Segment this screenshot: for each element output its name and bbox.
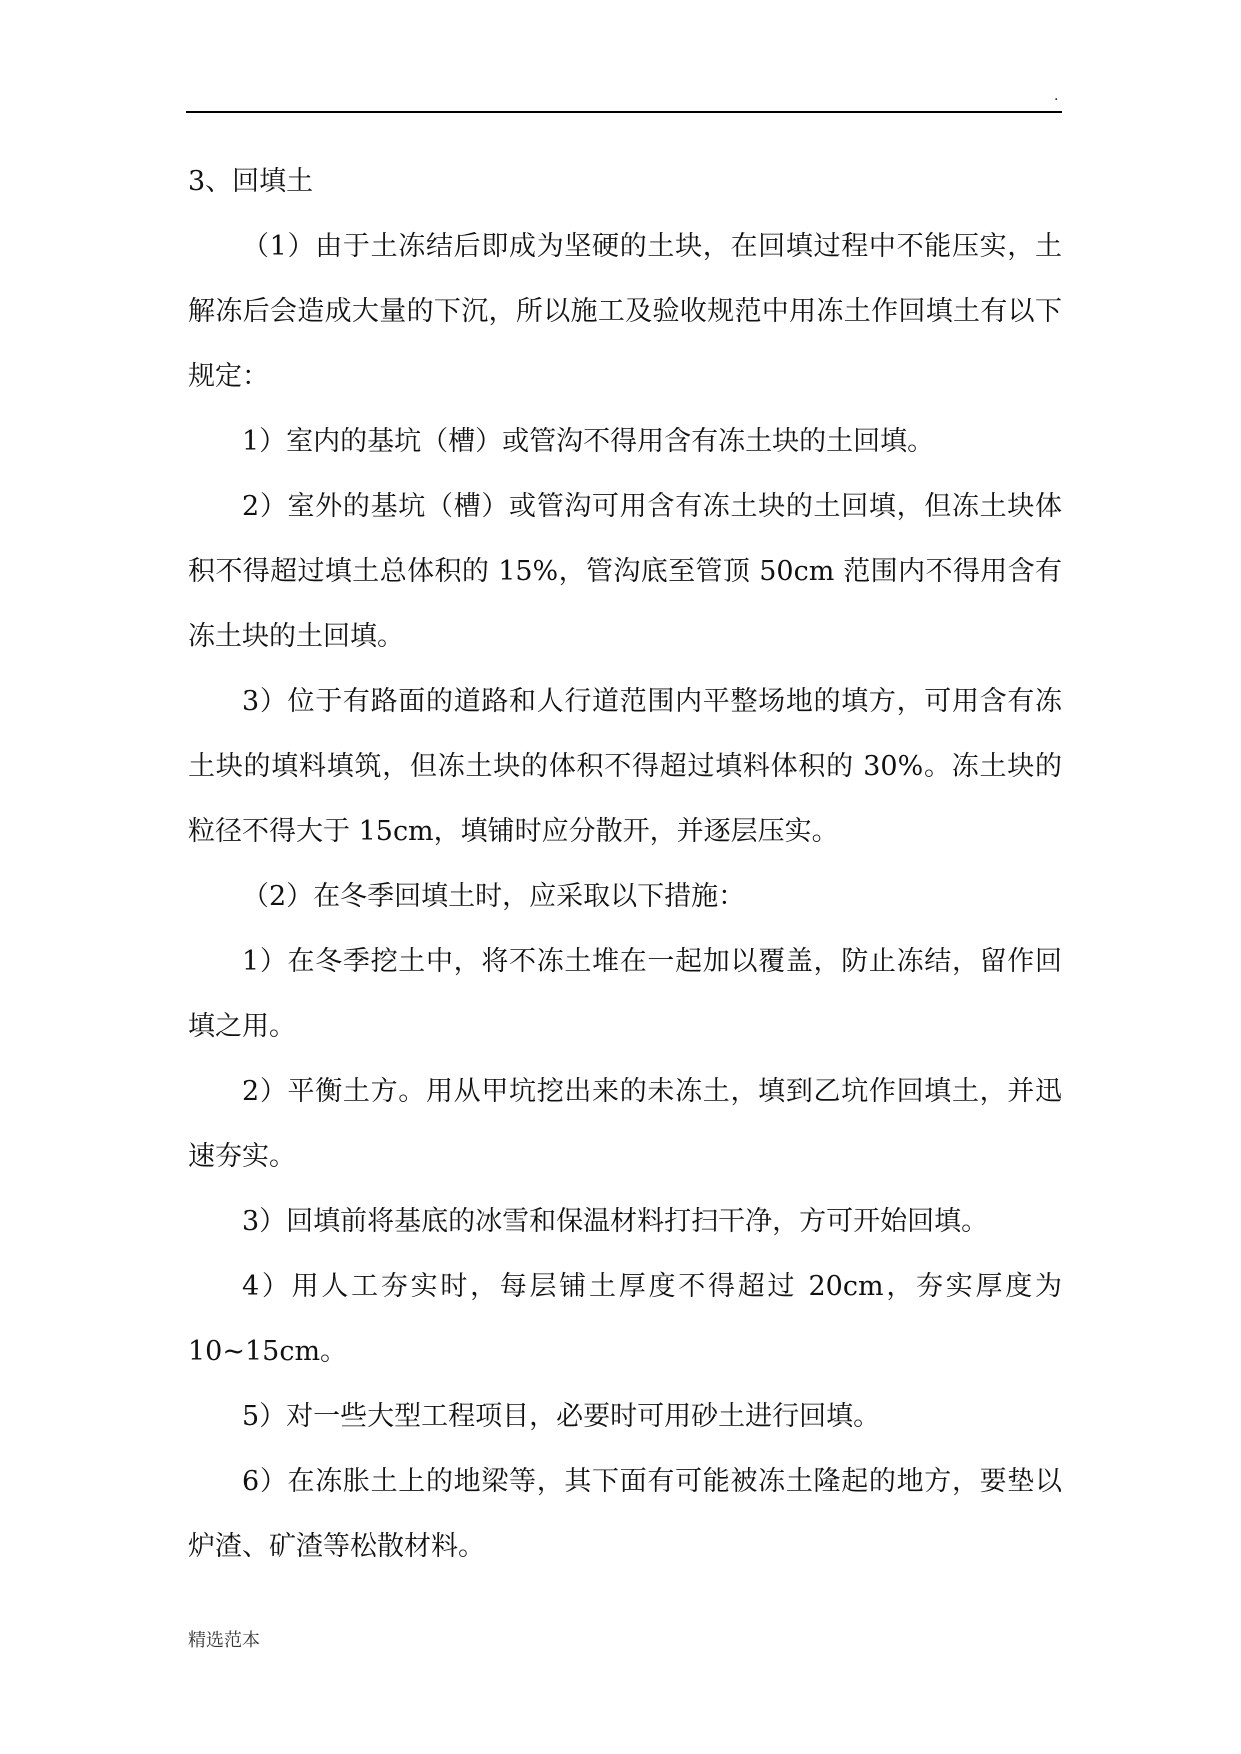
paragraph-5: （2）在冬季回填土时，应采取以下措施： (242, 881, 746, 912)
paragraph-11: 6）在冻胀土上的地梁等，其下面有可能被冻土隆起的地方，要垫以炉渣、矿渣等松散材料。 (188, 1466, 1062, 1562)
paragraph-3: 2）室外的基坑（槽）或管沟可用含有冻土块的土回填，但冻土块体积不得超过填土总体积的 15%，管沟底至管顶 50cm 范围内不得用含有冻土块的土回填。 (188, 491, 1062, 652)
paragraph-9: 4）用人工夯实时，每层铺土厚度不得超过 20cm，夯实厚度为 10~15cm。 (188, 1271, 1062, 1367)
paragraph-1: （1）由于土冻结后即成为坚硬的土块，在回填过程中不能压实，土解冻后会造成大量的下沉，所以施工及验收规范中用冻土作回填土有以下规定： (188, 231, 1062, 392)
paragraph-4: 3）位于有路面的道路和人行道范围内平整场地的填方，可用含有冻土块的填料填筑，但冻土块的体积不得超过填料体积的 30%。冻土块的粒径不得大于 15cm，填铺时应分散开，并逐层压实。 (188, 686, 1062, 847)
header-mark: . (1054, 88, 1059, 104)
footer-text: 精选范本 (188, 1630, 260, 1651)
header-rule (186, 111, 1062, 113)
paragraph-7: 2）平衡土方。用从甲坑挖出来的未冻土，填到乙坑作回填土，并迅速夯实。 (188, 1076, 1062, 1172)
paragraph-2: 1）室内的基坑（槽）或管沟不得用含有冻土块的土回填。 (242, 426, 935, 457)
page-body (188, 150, 1062, 1579)
paragraph-6: 1）在冬季挖土中，将不冻土堆在一起加以覆盖，防止冻结，留作回填之用。 (188, 946, 1062, 1042)
paragraph-8: 3）回填前将基底的冰雪和保温材料打扫干净，方可开始回填。 (242, 1206, 989, 1237)
section-heading: 3、回填土 (188, 166, 314, 197)
paragraph-10: 5）对一些大型工程项目，必要时可用砂土进行回填。 (242, 1401, 881, 1432)
